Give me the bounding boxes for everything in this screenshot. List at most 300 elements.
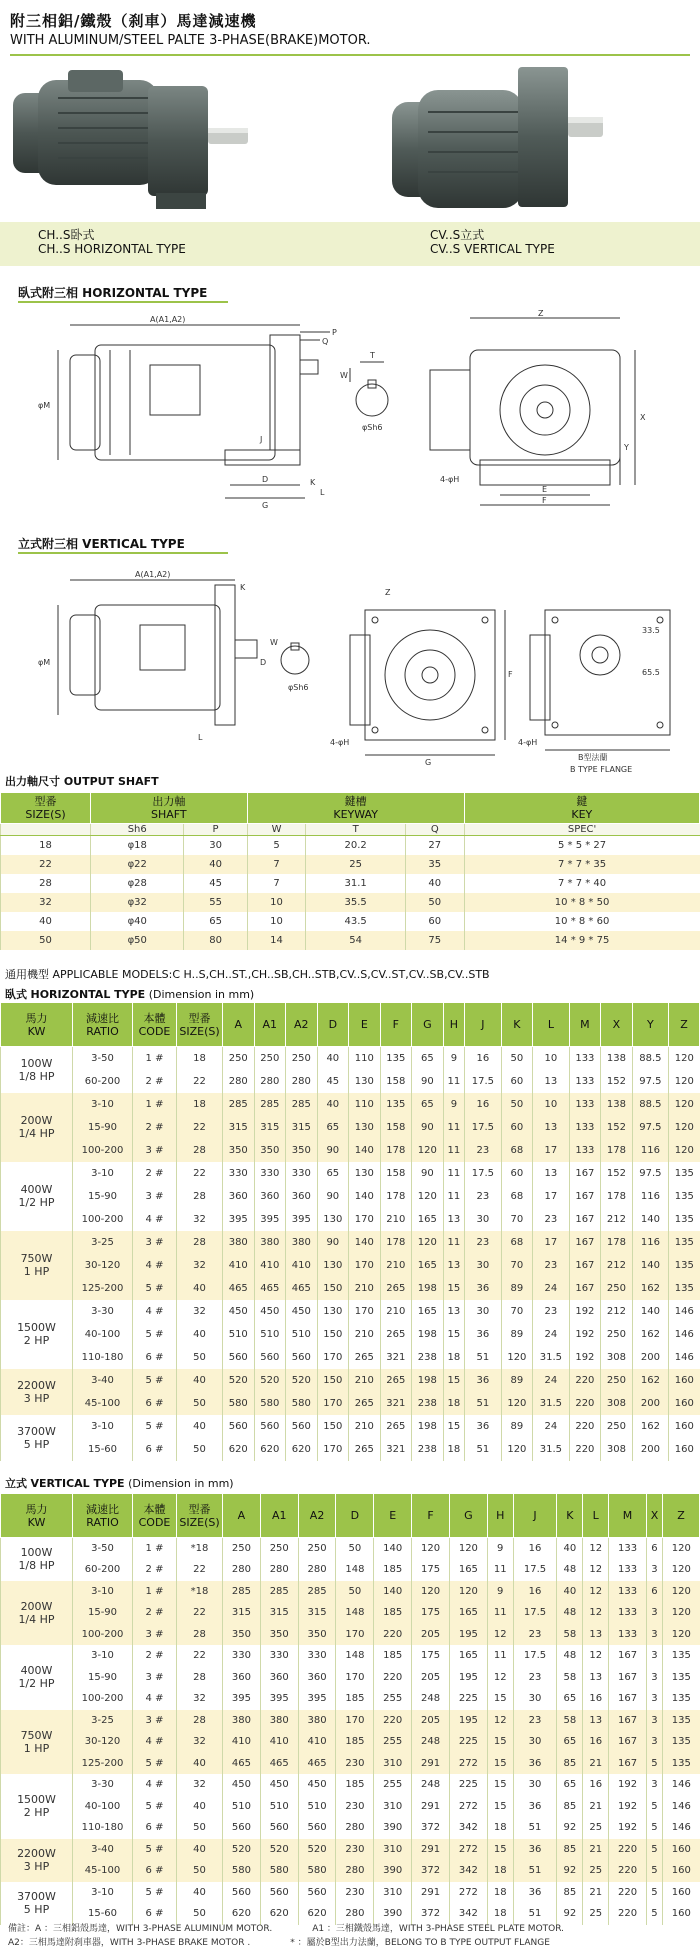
table-row [1, 1753, 700, 1775]
table-cell: 25 [306, 855, 405, 874]
footnote-a: 備註：A ：三相鋁殼馬達，WITH 3-PHASE ALUMINUM MOTOR. [8, 1924, 273, 1934]
table-cell: 17 [533, 1185, 569, 1208]
table-cell: 272 [449, 1882, 487, 1904]
table-row [1, 1415, 700, 1438]
table-cell: 395 [286, 1208, 318, 1231]
table-cell: 22 [177, 1070, 223, 1093]
table-row [1, 1438, 700, 1461]
table-cell: 54 [306, 931, 405, 950]
table-cell: 210 [349, 1323, 381, 1346]
table-cell: 11 [443, 1116, 465, 1139]
table-cell: 120 [412, 1185, 444, 1208]
table-cell: 11 [487, 1645, 513, 1667]
table-cell: 220 [569, 1369, 601, 1392]
table-cell: 192 [569, 1300, 601, 1323]
table-cell: 330 [298, 1645, 336, 1667]
table-cell: 170 [336, 1667, 374, 1689]
table-cell: 330 [223, 1645, 261, 1667]
power-cell: 750W 1 HP [1, 1231, 73, 1300]
b-flange-zh: B型法蘭 [578, 753, 608, 762]
table-cell: 170 [336, 1624, 374, 1646]
table-cell: 150 [317, 1323, 349, 1346]
table-cell: 220 [569, 1392, 601, 1415]
table-cell: 192 [609, 1796, 647, 1818]
header [0, 0, 700, 56]
table-cell: 2 # [133, 1162, 177, 1185]
table-cell: 65 [184, 912, 247, 931]
table-cell: 395 [223, 1688, 261, 1710]
table-cell: 60 [405, 912, 464, 931]
title-en: WITH ALUMINUM/STEEL PALTE 3-PHASE(BRAKE)MOTOR. [10, 33, 371, 48]
table-cell: 160 [663, 1903, 700, 1925]
table-cell: 162 [632, 1415, 668, 1438]
table-cell: 158 [380, 1162, 412, 1185]
table-cell: 510 [260, 1796, 298, 1818]
v-dim-d: D [260, 658, 267, 667]
table-cell: φ18 [91, 836, 184, 855]
table-cell: 580 [260, 1860, 298, 1882]
table-cell: 148 [336, 1645, 374, 1667]
v-dim-l: L [198, 733, 203, 742]
photo-vertical [388, 62, 608, 212]
caption-horizontal-en: CH..S HORIZONTAL TYPE [38, 242, 186, 256]
table-cell: 21 [583, 1753, 609, 1775]
table-cell: 16 [465, 1093, 501, 1116]
table-cell: 220 [569, 1415, 601, 1438]
dim-a: A(A1,A2) [150, 315, 186, 324]
table-cell: 51 [513, 1860, 557, 1882]
table-cell: 308 [601, 1438, 633, 1461]
footnote-a2: A2：三相馬達附刹車器，WITH 3-PHASE BRAKE MOTOR . [8, 1938, 251, 1948]
shaft-sub-blank [1, 824, 91, 836]
dim-l: L [320, 488, 325, 497]
table-cell: 85 [557, 1882, 583, 1904]
table-cell: 560 [223, 1817, 261, 1839]
table-cell: 510 [254, 1323, 286, 1346]
table-cell: 135 [663, 1645, 700, 1667]
table-cell: 198 [412, 1415, 444, 1438]
table-cell: 13 [583, 1667, 609, 1689]
table-cell: 40 [317, 1093, 349, 1116]
table-cell: 308 [601, 1392, 633, 1415]
table-cell: 15 [443, 1369, 465, 1392]
table-cell: 178 [601, 1231, 633, 1254]
table-cell: 250 [601, 1415, 633, 1438]
table-cell: 24 [533, 1277, 569, 1300]
table-cell: 133 [569, 1093, 601, 1116]
table-cell: 380 [223, 1231, 255, 1254]
table-cell: 167 [609, 1667, 647, 1689]
table-cell: 15 [443, 1415, 465, 1438]
table-cell: 185 [336, 1774, 374, 1796]
table-cell: 120 [449, 1538, 487, 1560]
table-cell: φ32 [91, 893, 184, 912]
table-cell: 40 [177, 1882, 223, 1904]
table-row [1, 1667, 700, 1689]
power-cell: 100W 1/8 HP [1, 1047, 73, 1093]
table-cell: 372 [412, 1903, 450, 1925]
table-row [1, 1710, 700, 1732]
table-cell: 5 [646, 1817, 662, 1839]
footnotes [8, 1922, 564, 1950]
b-dim-a: 33.5 [642, 626, 660, 635]
table-cell: 97.5 [632, 1116, 668, 1139]
power-cell: 1500W 2 HP [1, 1300, 73, 1369]
table-cell: 3-30 [73, 1300, 133, 1323]
column-header: E [374, 1494, 412, 1538]
table-cell: 395 [260, 1688, 298, 1710]
table-cell: 250 [286, 1047, 318, 1070]
table-cell: 250 [601, 1323, 633, 1346]
table-cell: 330 [286, 1162, 318, 1185]
table-cell: 167 [569, 1208, 601, 1231]
table-cell: 360 [286, 1185, 318, 1208]
table-cell: 4 # [133, 1300, 177, 1323]
table-cell: 15 [443, 1277, 465, 1300]
column-header: G [449, 1494, 487, 1538]
table-cell: 89 [501, 1323, 533, 1346]
table-cell: φ22 [91, 855, 184, 874]
table-cell: 195 [449, 1624, 487, 1646]
b-dim-b: 65.5 [642, 668, 660, 677]
table-row [1, 1602, 700, 1624]
table-row [1, 1162, 700, 1185]
table-cell: 32 [177, 1208, 223, 1231]
table-row [1, 1624, 700, 1646]
table-cell: 10 * 8 * 60 [464, 912, 699, 931]
table-cell: φ40 [91, 912, 184, 931]
table-cell: 50 [405, 893, 464, 912]
table-cell: 130 [317, 1208, 349, 1231]
table-cell: 40 [557, 1581, 583, 1603]
table-cell: 18 [443, 1392, 465, 1415]
table-cell: 10 [247, 912, 306, 931]
column-header: 型番 SIZE(S) [177, 1003, 223, 1047]
table-cell: 90 [317, 1185, 349, 1208]
v-dim-w: W [270, 638, 278, 647]
table-cell: 100-200 [73, 1139, 133, 1162]
v-dim-a: A(A1,A2) [135, 570, 171, 579]
table-row [1, 855, 700, 874]
table-cell: 465 [286, 1277, 318, 1300]
table-row [1, 1254, 700, 1277]
column-header: Z [669, 1003, 700, 1047]
table-cell: 342 [449, 1903, 487, 1925]
table-cell: 178 [601, 1139, 633, 1162]
column-header: 本體 CODE [133, 1494, 177, 1538]
table-cell: 4 # [133, 1254, 177, 1277]
table-cell: 45 [184, 874, 247, 893]
column-header: A2 [286, 1003, 318, 1047]
table-cell: 133 [609, 1559, 647, 1581]
table-cell: 13 [443, 1254, 465, 1277]
table-cell: 3 # [133, 1139, 177, 1162]
column-header: 減速比 RATIO [73, 1494, 133, 1538]
table-cell: 16 [583, 1774, 609, 1796]
table-cell: 22 [177, 1116, 223, 1139]
table-cell: 3-25 [73, 1231, 133, 1254]
table-cell: 11 [443, 1231, 465, 1254]
table-cell: 170 [349, 1254, 381, 1277]
table-cell: 28 [177, 1231, 223, 1254]
table-cell: 48 [557, 1559, 583, 1581]
table-cell: 465 [223, 1277, 255, 1300]
table-cell: 65 [317, 1162, 349, 1185]
table-cell: 160 [663, 1839, 700, 1861]
table-cell: 220 [609, 1839, 647, 1861]
horizontal-dimension-drawing [30, 310, 690, 510]
table-cell: 510 [286, 1323, 318, 1346]
table-cell: 560 [223, 1346, 255, 1369]
table-cell: 15-90 [73, 1185, 133, 1208]
table-cell: 50 [177, 1438, 223, 1461]
table-cell: 330 [260, 1645, 298, 1667]
table-cell: 60-200 [73, 1070, 133, 1093]
table-cell: 170 [336, 1710, 374, 1732]
table-cell: 3-10 [73, 1882, 133, 1904]
table-cell: 30 [513, 1731, 557, 1753]
table-cell: 255 [374, 1688, 412, 1710]
table-cell: 250 [254, 1047, 286, 1070]
table-cell: 148 [336, 1559, 374, 1581]
table-cell: 160 [669, 1369, 700, 1392]
table-cell: 48 [557, 1645, 583, 1667]
table-cell: 465 [298, 1753, 336, 1775]
section-rule [18, 301, 228, 303]
table-cell: 380 [286, 1231, 318, 1254]
table-cell: 11 [443, 1162, 465, 1185]
table-cell: 18 [487, 1860, 513, 1882]
table-cell: 580 [223, 1392, 255, 1415]
table-cell: 45 [317, 1070, 349, 1093]
table-cell: 146 [663, 1774, 700, 1796]
table-cell: 50 [336, 1581, 374, 1603]
table-cell: 18 [1, 836, 91, 855]
footnote-a1: A1 ：三相鐵殼馬達，WITH 3-PHASE STEEL PLATE MOTOR. [312, 1924, 565, 1934]
table-cell: 50 [336, 1538, 374, 1560]
table-cell: 36 [465, 1415, 501, 1438]
table-row [1, 1116, 700, 1139]
table-cell: 250 [223, 1047, 255, 1070]
column-header: E [349, 1003, 381, 1047]
table-cell: 85 [557, 1753, 583, 1775]
table-cell: 165 [412, 1300, 444, 1323]
table-cell: 380 [260, 1710, 298, 1732]
table-cell: 120 [663, 1602, 700, 1624]
vertical-table-title: 立式 VERTICAL TYPE (Dimension in mm) [5, 1477, 234, 1490]
table-cell: 50 [1, 931, 91, 950]
table-cell: 22 [177, 1645, 223, 1667]
dim-t: T [370, 351, 375, 360]
table-cell: 140 [374, 1538, 412, 1560]
table-cell: 285 [286, 1093, 318, 1116]
dim-e: E [542, 485, 548, 494]
v-dim-phi-m: φM [38, 658, 51, 667]
table-cell: 65 [317, 1116, 349, 1139]
v-dim-f: F [508, 670, 513, 679]
table-cell: 185 [336, 1731, 374, 1753]
table-cell: 250 [260, 1538, 298, 1560]
table-cell: 28 [177, 1185, 223, 1208]
table-cell: 120 [669, 1070, 700, 1093]
table-cell: 520 [298, 1839, 336, 1861]
table-cell: 350 [223, 1139, 255, 1162]
table-cell: 6 # [133, 1817, 177, 1839]
table-cell: 10 [247, 893, 306, 912]
table-row [1, 1070, 700, 1093]
table-cell: 15 [487, 1731, 513, 1753]
table-cell: 11 [443, 1070, 465, 1093]
table-cell: 152 [601, 1070, 633, 1093]
table-cell: 92 [557, 1860, 583, 1882]
table-cell: 16 [465, 1047, 501, 1070]
table-cell: 248 [412, 1774, 450, 1796]
table-cell: 75 [405, 931, 464, 950]
table-cell: 6 # [133, 1860, 177, 1882]
table-cell: 280 [336, 1903, 374, 1925]
table-cell: 133 [569, 1116, 601, 1139]
table-cell: 28 [177, 1667, 223, 1689]
column-header: H [443, 1003, 465, 1047]
table-cell: 291 [412, 1753, 450, 1775]
table-cell: 6 [646, 1581, 662, 1603]
table-cell: 110 [349, 1047, 381, 1070]
table-cell: 50 [177, 1860, 223, 1882]
table-cell: 6 # [133, 1903, 177, 1925]
table-cell: 560 [286, 1346, 318, 1369]
table-cell: 230 [336, 1796, 374, 1818]
table-cell: 135 [663, 1710, 700, 1732]
table-cell: 3-10 [73, 1093, 133, 1116]
table-cell: 230 [336, 1839, 374, 1861]
table-cell: 560 [223, 1882, 261, 1904]
table-cell: 135 [669, 1208, 700, 1231]
table-cell: 116 [632, 1185, 668, 1208]
table-cell: 285 [223, 1093, 255, 1116]
table-row [1, 1139, 700, 1162]
table-cell: 140 [374, 1581, 412, 1603]
table-cell: 6 # [133, 1392, 177, 1415]
table-cell: 205 [412, 1667, 450, 1689]
table-cell: 120 [669, 1139, 700, 1162]
table-cell: 620 [254, 1438, 286, 1461]
table-cell: 195 [449, 1667, 487, 1689]
table-cell: 45-100 [73, 1860, 133, 1882]
table-cell: 390 [374, 1903, 412, 1925]
table-cell: 150 [317, 1415, 349, 1438]
table-cell: 620 [286, 1438, 318, 1461]
column-header: 減速比 RATIO [73, 1003, 133, 1047]
table-cell: 185 [336, 1688, 374, 1710]
table-cell: 450 [223, 1300, 255, 1323]
table-cell: 15 [487, 1688, 513, 1710]
table-cell: 280 [336, 1860, 374, 1882]
table-cell: 40 [317, 1047, 349, 1070]
table-cell: 175 [412, 1602, 450, 1624]
table-cell: 130 [349, 1162, 381, 1185]
b-flange-en: B TYPE FLANGE [570, 765, 633, 774]
table-cell: 410 [298, 1731, 336, 1753]
table-cell: 17.5 [465, 1116, 501, 1139]
table-cell: 70 [501, 1208, 533, 1231]
power-cell: 2200W 3 HP [1, 1839, 73, 1882]
shaft-head-keyway: 鍵槽 KEYWAY [247, 793, 464, 824]
power-cell: 3700W 5 HP [1, 1882, 73, 1925]
table-cell: 250 [298, 1538, 336, 1560]
table-row [1, 1346, 700, 1369]
caption-vertical-en: CV..S VERTICAL TYPE [430, 242, 555, 256]
table-row [1, 893, 700, 912]
table-row [1, 836, 700, 855]
table-cell: 150 [317, 1369, 349, 1392]
table-cell: 30 [513, 1688, 557, 1710]
table-cell: 36 [465, 1369, 501, 1392]
table-cell: 133 [609, 1581, 647, 1603]
section-horizontal-diagram: 臥式附三相 HORIZONTAL TYPE [18, 286, 208, 300]
table-cell: 167 [609, 1731, 647, 1753]
power-cell: 750W 1 HP [1, 1710, 73, 1775]
table-cell: 40 [557, 1538, 583, 1560]
table-cell: 92 [557, 1903, 583, 1925]
table-cell: 4 # [133, 1774, 177, 1796]
shaft-sub-cell: Q [405, 824, 464, 836]
b-dim-h: 4-φH [518, 738, 538, 747]
table-cell: 5 # [133, 1753, 177, 1775]
table-cell: 291 [412, 1882, 450, 1904]
table-cell: 120 [501, 1346, 533, 1369]
table-cell: 55 [184, 893, 247, 912]
table-cell: 255 [374, 1731, 412, 1753]
table-cell: 40 [177, 1753, 223, 1775]
table-cell: 18 [487, 1817, 513, 1839]
table-cell: 315 [298, 1602, 336, 1624]
table-cell: 308 [601, 1346, 633, 1369]
table-cell: 15 [487, 1774, 513, 1796]
column-header: 型番 SIZE(S) [177, 1494, 223, 1538]
table-cell: 100-200 [73, 1208, 133, 1231]
table-cell: 380 [223, 1710, 261, 1732]
table-cell: 120 [449, 1581, 487, 1603]
table-cell: 3-10 [73, 1415, 133, 1438]
table-cell: 3-40 [73, 1839, 133, 1861]
table-cell: 165 [449, 1559, 487, 1581]
table-cell: 2 # [133, 1645, 177, 1667]
table-cell: 16 [583, 1688, 609, 1710]
table-cell: 25 [583, 1817, 609, 1839]
table-cell: 280 [336, 1817, 374, 1839]
table-cell: 21 [583, 1796, 609, 1818]
column-header: A2 [298, 1494, 336, 1538]
column-header: H [487, 1494, 513, 1538]
table-cell: 350 [298, 1624, 336, 1646]
table-cell: 200 [632, 1392, 668, 1415]
table-cell: 350 [260, 1624, 298, 1646]
table-cell: 40 [405, 874, 464, 893]
table-cell: 2 # [133, 1559, 177, 1581]
table-cell: 30 [184, 836, 247, 855]
table-cell: 210 [380, 1208, 412, 1231]
table-cell: 5 # [133, 1882, 177, 1904]
table-cell: 130 [349, 1116, 381, 1139]
table-row [1, 1731, 700, 1753]
v-dim-k: K [240, 583, 246, 592]
table-cell: 1 # [133, 1581, 177, 1603]
table-cell: 11 [487, 1559, 513, 1581]
table-cell: 230 [336, 1882, 374, 1904]
table-cell: 23 [465, 1139, 501, 1162]
table-cell: 3 [646, 1645, 662, 1667]
table-cell: 3-10 [73, 1162, 133, 1185]
